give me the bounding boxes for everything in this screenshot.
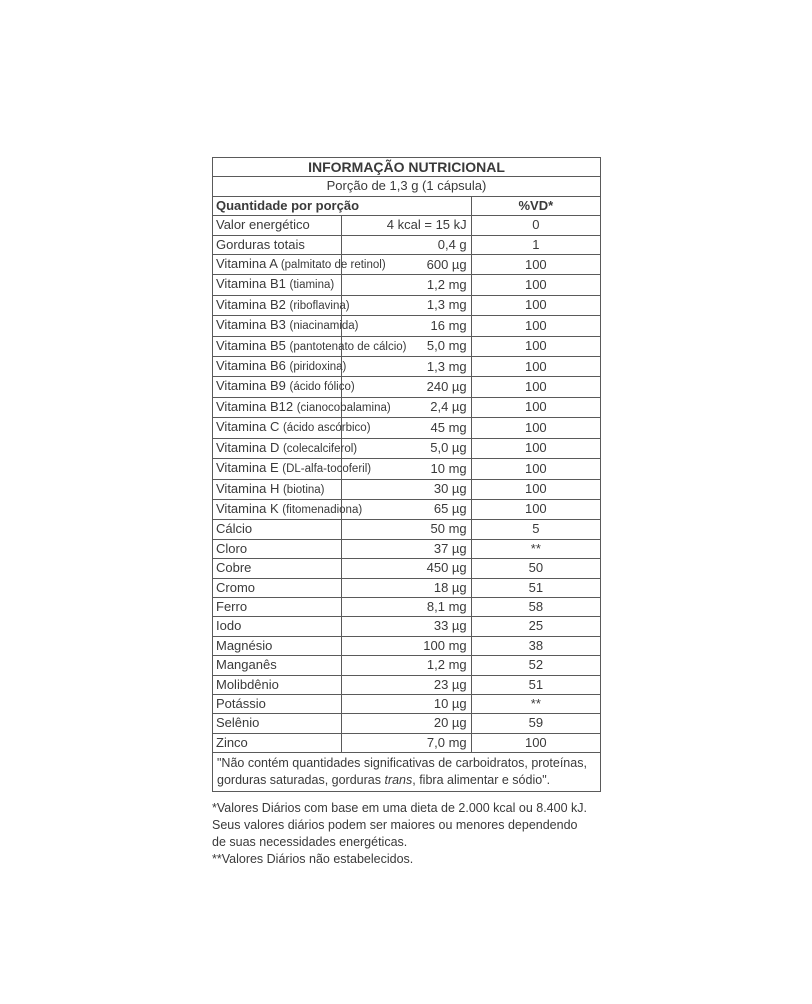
- nutrient-source: (ácido ascórbico): [282, 422, 371, 435]
- nutrient-vd: **: [471, 539, 600, 558]
- nutrient-amount: 5,0 mg: [342, 336, 471, 356]
- nutrient-name-cell: [213, 357, 347, 377]
- nutrient-vd: 25: [471, 617, 600, 636]
- nutrient-name-cell: [213, 235, 342, 254]
- nutrient-name: Cloro: [216, 540, 248, 556]
- nutrient-name-cell: [213, 617, 342, 636]
- nutrient-name: Vitamina B5: [216, 337, 286, 353]
- nutrient-name: Gorduras totais: [216, 236, 305, 252]
- nutrient-name-cell: [213, 397, 391, 417]
- nutrient-name: Vitamina B3: [216, 317, 286, 333]
- nutrient-vd: 5: [471, 520, 600, 539]
- table-row: [213, 656, 601, 675]
- table-title: INFORMAÇÃO NUTRICIONAL: [213, 158, 601, 177]
- nutrient-amount: 5,0 µg: [342, 438, 471, 458]
- nutrient-source: (riboflavina): [289, 299, 350, 312]
- table-row: [213, 714, 601, 733]
- nutrient-amount: 1,2 mg: [342, 275, 471, 295]
- nutrient-name-cell: [213, 636, 342, 655]
- portion-size: Porção de 1,3 g (1 cápsula): [213, 177, 601, 196]
- nutrient-name: Cobre: [216, 560, 252, 576]
- nutrient-name: Potássio: [216, 695, 266, 711]
- nutrient-name: Cromo: [216, 579, 256, 595]
- footnotes: [212, 800, 601, 868]
- nutrient-name-cell: [213, 459, 372, 479]
- nutrient-amount: 30 µg: [342, 479, 471, 499]
- nutrient-amount: 2,4 µg: [342, 397, 471, 417]
- table-row: [213, 336, 601, 356]
- nutrient-vd: 100: [471, 418, 600, 438]
- nutrient-name-cell: [213, 675, 342, 694]
- nutrient-name-cell: [213, 597, 342, 616]
- nutrient-amount: 240 µg: [342, 377, 471, 397]
- nutrient-amount: 65 µg: [342, 499, 471, 519]
- nutrient-source: (piridoxina): [289, 361, 347, 374]
- nutrient-vd: 100: [471, 438, 600, 458]
- nutrient-name: Manganês: [216, 657, 277, 673]
- table-row: [213, 216, 601, 235]
- table-row: [213, 418, 601, 438]
- nutrient-name: Vitamina B9: [216, 378, 286, 394]
- nutrient-vd: 100: [471, 357, 600, 377]
- nutrient-name: Valor energético: [216, 217, 310, 233]
- nutrient-amount: 50 mg: [342, 520, 471, 539]
- table-row: [213, 295, 601, 315]
- note-italic-text: trans: [384, 773, 413, 788]
- note-text: , fibra alimentar e sódio".: [412, 773, 551, 788]
- nutrient-vd: 100: [471, 397, 600, 417]
- nutrient-name-cell: [213, 578, 342, 597]
- nutrition-facts-label: [212, 157, 601, 868]
- nutrient-amount: 16 mg: [342, 316, 471, 336]
- nutrient-name-cell: [213, 295, 350, 315]
- nutrient-name-cell: [213, 694, 342, 713]
- nutrient-name-cell: [213, 216, 342, 235]
- nutrient-amount: 23 µg: [342, 675, 471, 694]
- nutrient-vd: 100: [471, 499, 600, 519]
- nutrient-vd: 100: [471, 255, 600, 275]
- nutrient-vd: 100: [471, 479, 600, 499]
- footnote-line: Seus valores diários podem ser maiores ou menores dependendo: [212, 818, 578, 833]
- nutrient-name: Magnésio: [216, 637, 273, 653]
- nutrient-source: (ácido fólico): [289, 381, 355, 394]
- nutrient-vd: 0: [471, 216, 600, 235]
- nutrient-amount: 1,3 mg: [342, 357, 471, 377]
- nutrient-source: (biotina): [282, 483, 325, 496]
- nutrient-amount: 20 µg: [342, 714, 471, 733]
- nutrient-name: Vitamina B6: [216, 358, 286, 374]
- nutrient-source: (fitomenadiona): [282, 503, 363, 516]
- footnote-line: de suas necessidades energéticas.: [212, 835, 408, 850]
- table-row: [213, 316, 601, 336]
- nutrient-source: (colecalciferol): [282, 442, 358, 455]
- nutrient-vd: 100: [471, 336, 600, 356]
- nutrient-vd: 50: [471, 559, 600, 578]
- note-row: [213, 753, 601, 792]
- table-row: [213, 235, 601, 254]
- nutrient-name-cell: [213, 418, 371, 438]
- nutrient-name: Vitamina C: [216, 419, 280, 435]
- nutrient-vd: **: [471, 694, 600, 713]
- nutrition-table: [212, 157, 601, 792]
- nutrient-source: (tiamina): [289, 279, 335, 292]
- table-row: [213, 694, 601, 713]
- nutrient-name: Vitamina D: [216, 439, 280, 455]
- table-row: [213, 357, 601, 377]
- nutrient-amount: 1,2 mg: [342, 656, 471, 675]
- table-row: [213, 275, 601, 295]
- nutrient-vd: 100: [471, 733, 600, 752]
- table-row: [213, 255, 601, 275]
- table-row: [213, 559, 601, 578]
- nutrient-name-cell: [213, 275, 342, 295]
- nutrient-vd: 100: [471, 459, 600, 479]
- nutrient-vd: 52: [471, 656, 600, 675]
- nutrient-name-cell: [213, 479, 342, 499]
- table-row: [213, 578, 601, 597]
- nutrient-vd: 38: [471, 636, 600, 655]
- nutrient-amount: 8,1 mg: [342, 597, 471, 616]
- nutrient-vd: 58: [471, 597, 600, 616]
- nutrient-name: Vitamina K: [216, 500, 279, 516]
- nutrient-name: Zinco: [216, 734, 248, 750]
- nutrient-name-cell: [213, 438, 358, 458]
- nutrient-amount: 0,4 g: [342, 235, 471, 254]
- nutrient-name: Vitamina A: [216, 256, 278, 272]
- table-row: [213, 636, 601, 655]
- nutrient-name: Cálcio: [216, 521, 253, 537]
- footnote-line: *Valores Diários com base em uma dieta de 2.000 kcal ou 8.400 kJ.: [212, 801, 587, 816]
- nutrient-vd: 51: [471, 675, 600, 694]
- nutrient-name-cell: [213, 499, 363, 519]
- nutrient-name: Vitamina H: [216, 480, 280, 496]
- nutrient-amount: 1,3 mg: [342, 295, 471, 315]
- nutrient-name-cell: [213, 539, 342, 558]
- nutrient-name: Ferro: [216, 598, 248, 614]
- nutrient-amount: 450 µg: [342, 559, 471, 578]
- table-row: [213, 617, 601, 636]
- nutrient-vd: 51: [471, 578, 600, 597]
- note-text: "Não contém quantidades significativas de carboidratos, proteínas, gorduras saturadas, gorduras: [217, 756, 587, 788]
- table-row: [213, 459, 601, 479]
- nutrient-amount: 45 mg: [342, 418, 471, 438]
- nutrient-name-cell: [213, 714, 342, 733]
- table-row: [213, 479, 601, 499]
- nutrition-note: [213, 753, 601, 792]
- nutrient-amount: 33 µg: [342, 617, 471, 636]
- nutrient-amount: 18 µg: [342, 578, 471, 597]
- nutrient-amount: 600 µg: [342, 255, 471, 275]
- nutrient-vd: 1: [471, 235, 600, 254]
- table-row: [213, 520, 601, 539]
- nutrient-name: Selênio: [216, 715, 260, 731]
- table-row: [213, 733, 601, 752]
- footnote-line: **Valores Diários não estabelecidos.: [212, 852, 414, 867]
- table-row: [213, 397, 601, 417]
- nutrient-vd: 59: [471, 714, 600, 733]
- nutrient-amount: 100 mg: [342, 636, 471, 655]
- nutrient-vd: 100: [471, 377, 600, 397]
- table-row: [213, 675, 601, 694]
- nutrient-source: (cianocobalamina): [296, 401, 391, 414]
- table-row: [213, 597, 601, 616]
- nutrient-name-cell: [213, 255, 386, 275]
- quantity-header: Quantidade por porção: [213, 196, 472, 215]
- table-title-row: [213, 158, 601, 177]
- header-row: [213, 196, 601, 215]
- nutrient-name-cell: [213, 656, 342, 675]
- vd-header: %VD*: [471, 196, 600, 215]
- nutrient-name-cell: [213, 733, 342, 752]
- nutrient-amount: 37 µg: [342, 539, 471, 558]
- nutrient-amount: 10 mg: [342, 459, 471, 479]
- portion-row: [213, 177, 601, 196]
- nutrient-source: (palmitato de retinol): [280, 259, 386, 272]
- nutrient-name: Vitamina E: [216, 460, 279, 476]
- nutrient-name-cell: [213, 559, 342, 578]
- nutrient-name: Iodo: [216, 618, 242, 634]
- nutrient-name-cell: [213, 316, 359, 336]
- table-row: [213, 377, 601, 397]
- table-row: [213, 539, 601, 558]
- nutrient-name-cell: [213, 377, 355, 397]
- nutrient-vd: 100: [471, 316, 600, 336]
- nutrient-name: Vitamina B12: [216, 398, 294, 414]
- nutrient-name: Molibdênio: [216, 676, 279, 692]
- table-row: [213, 438, 601, 458]
- nutrient-vd: 100: [471, 275, 600, 295]
- nutrient-source: (niacinamida): [289, 320, 359, 333]
- nutrient-name-cell: [213, 520, 342, 539]
- nutrient-source: (pantotenato de cálcio): [289, 340, 407, 353]
- nutrient-name-cell: [213, 336, 407, 356]
- nutrient-amount: 10 µg: [342, 694, 471, 713]
- nutrient-source: (DL-alfa-tocoferil): [282, 463, 372, 476]
- table-row: [213, 499, 601, 519]
- nutrient-name: Vitamina B2: [216, 296, 286, 312]
- nutrient-amount: 4 kcal = 15 kJ: [342, 216, 471, 235]
- nutrient-name: Vitamina B1: [216, 276, 286, 292]
- nutrient-amount: 7,0 mg: [342, 733, 471, 752]
- nutrient-vd: 100: [471, 295, 600, 315]
